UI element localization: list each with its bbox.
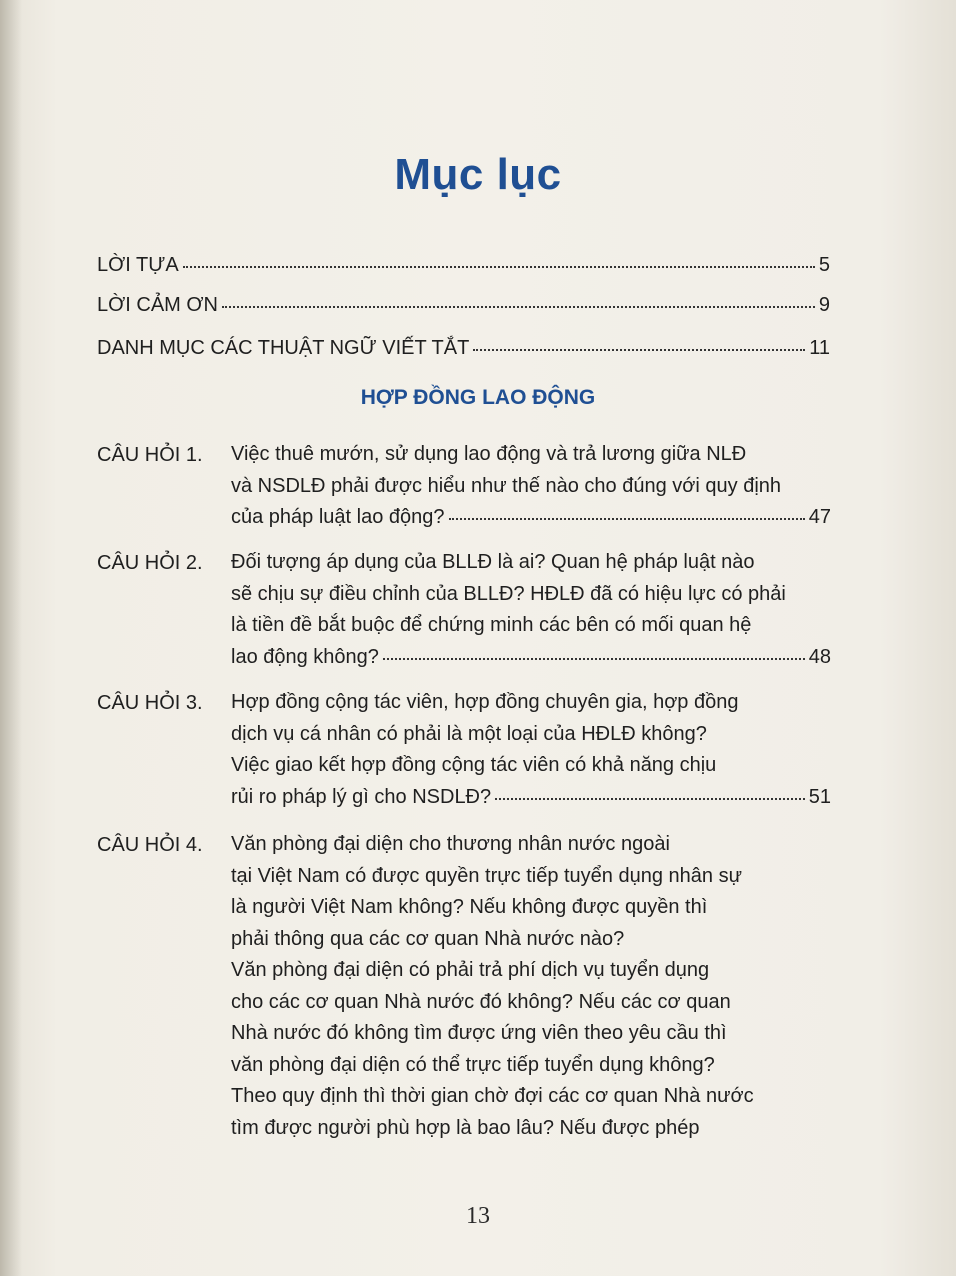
question-line: dịch vụ cá nhân có phải là một loại của HĐLĐ không? (231, 722, 707, 745)
question-line: phải thông qua các cơ quan Nhà nước nào? (231, 927, 625, 950)
page-number: 13 (466, 1203, 490, 1229)
question-line: Văn phòng đại diện có phải trả phí dịch vụ tuyển dụng (231, 959, 710, 981)
toc-entry-page: 51 (808, 785, 831, 808)
question-line: cho các cơ quan Nhà nước đó không? Nếu các cơ quan (231, 990, 731, 1013)
dot-leader (383, 657, 805, 660)
question-label: CÂU HỎI 2. (97, 552, 203, 574)
toc-entry-page: 47 (808, 506, 831, 528)
toc-entry-page: 5 (818, 254, 830, 276)
question-line: Đối tượng áp dụng của BLLĐ là ai? Quan hệ pháp luật nào (231, 551, 755, 573)
question-line: tại Việt Nam có được quyền trực tiếp tuyển dụng nhân sự (231, 864, 742, 887)
question-line: và NSDLĐ phải được hiểu như thế nào cho đúng với quy định (231, 474, 782, 497)
question-label: CÂU HỎI 1. (97, 444, 203, 466)
question-line: Việc thuê mướn, sử dụng lao động và trả lương giữa NLĐ (231, 443, 747, 465)
toc-entry-page: 11 (809, 337, 830, 359)
question-line: Nhà nước đó không tìm được ứng viên theo yêu cầu thì (231, 1022, 727, 1044)
question-line: của pháp luật lao động? (231, 506, 445, 528)
question-line: Hợp đồng cộng tác viên, hợp đồng chuyên gia, hợp đồng (231, 691, 739, 713)
dot-leader (222, 305, 815, 308)
question-label: CÂU HỎI 3. (97, 692, 203, 714)
question-line: lao động không? (231, 645, 379, 668)
page-title: Mục lục (394, 150, 562, 199)
question-line: là người Việt Nam không? Nếu không được quyền thì (231, 896, 708, 918)
toc-entry-page: 48 (808, 645, 831, 668)
question-last-line (231, 502, 831, 534)
dot-leader (449, 517, 805, 520)
question-1-text (231, 439, 831, 534)
question-line: Văn phòng đại diện cho thương nhân nước ngoài (231, 833, 670, 855)
toc-entry-abbreviations (97, 337, 830, 360)
question-line: rủi ro pháp lý gì cho NSDLĐ? (231, 785, 492, 808)
toc-entry-preface (97, 254, 830, 277)
question-line: sẽ chịu sự điều chỉnh của BLLĐ? HĐLĐ đã có hiệu lực có phải (231, 582, 786, 605)
question-last-line (231, 642, 831, 674)
section-heading: HỢP ĐỒNG LAO ĐỘNG (360, 386, 596, 409)
question-4-text (231, 829, 831, 1144)
question-3-text (231, 687, 831, 813)
question-label: CÂU HỎI 4. (97, 834, 203, 856)
toc-entry-label: LỜI TỰA (97, 254, 179, 276)
toc-entry-label: DANH MỤC CÁC THUẬT NGỮ VIẾT TẮT (97, 337, 470, 359)
question-line: văn phòng đại diện có thể trực tiếp tuyển dụng không? (231, 1053, 715, 1076)
question-line: tìm được người phù hợp là bao lâu? Nếu được phép (231, 1116, 700, 1139)
dot-leader (183, 265, 815, 268)
toc-entry-page: 9 (818, 294, 830, 316)
toc-entry-acknowledgements (97, 294, 830, 317)
dot-leader (495, 797, 805, 800)
question-2-text (231, 547, 831, 673)
question-line: Việc giao kết hợp đồng cộng tác viên có khả năng chịu (231, 754, 717, 776)
dot-leader (473, 348, 805, 351)
question-last-line (231, 782, 831, 814)
toc-entry-label: LỜI CẢM ƠN (97, 294, 218, 316)
question-line: là tiền đề bắt buộc để chứng minh các bên có mối quan hệ (231, 614, 752, 636)
question-line: Theo quy định thì thời gian chờ đợi các cơ quan Nhà nước (231, 1085, 754, 1107)
